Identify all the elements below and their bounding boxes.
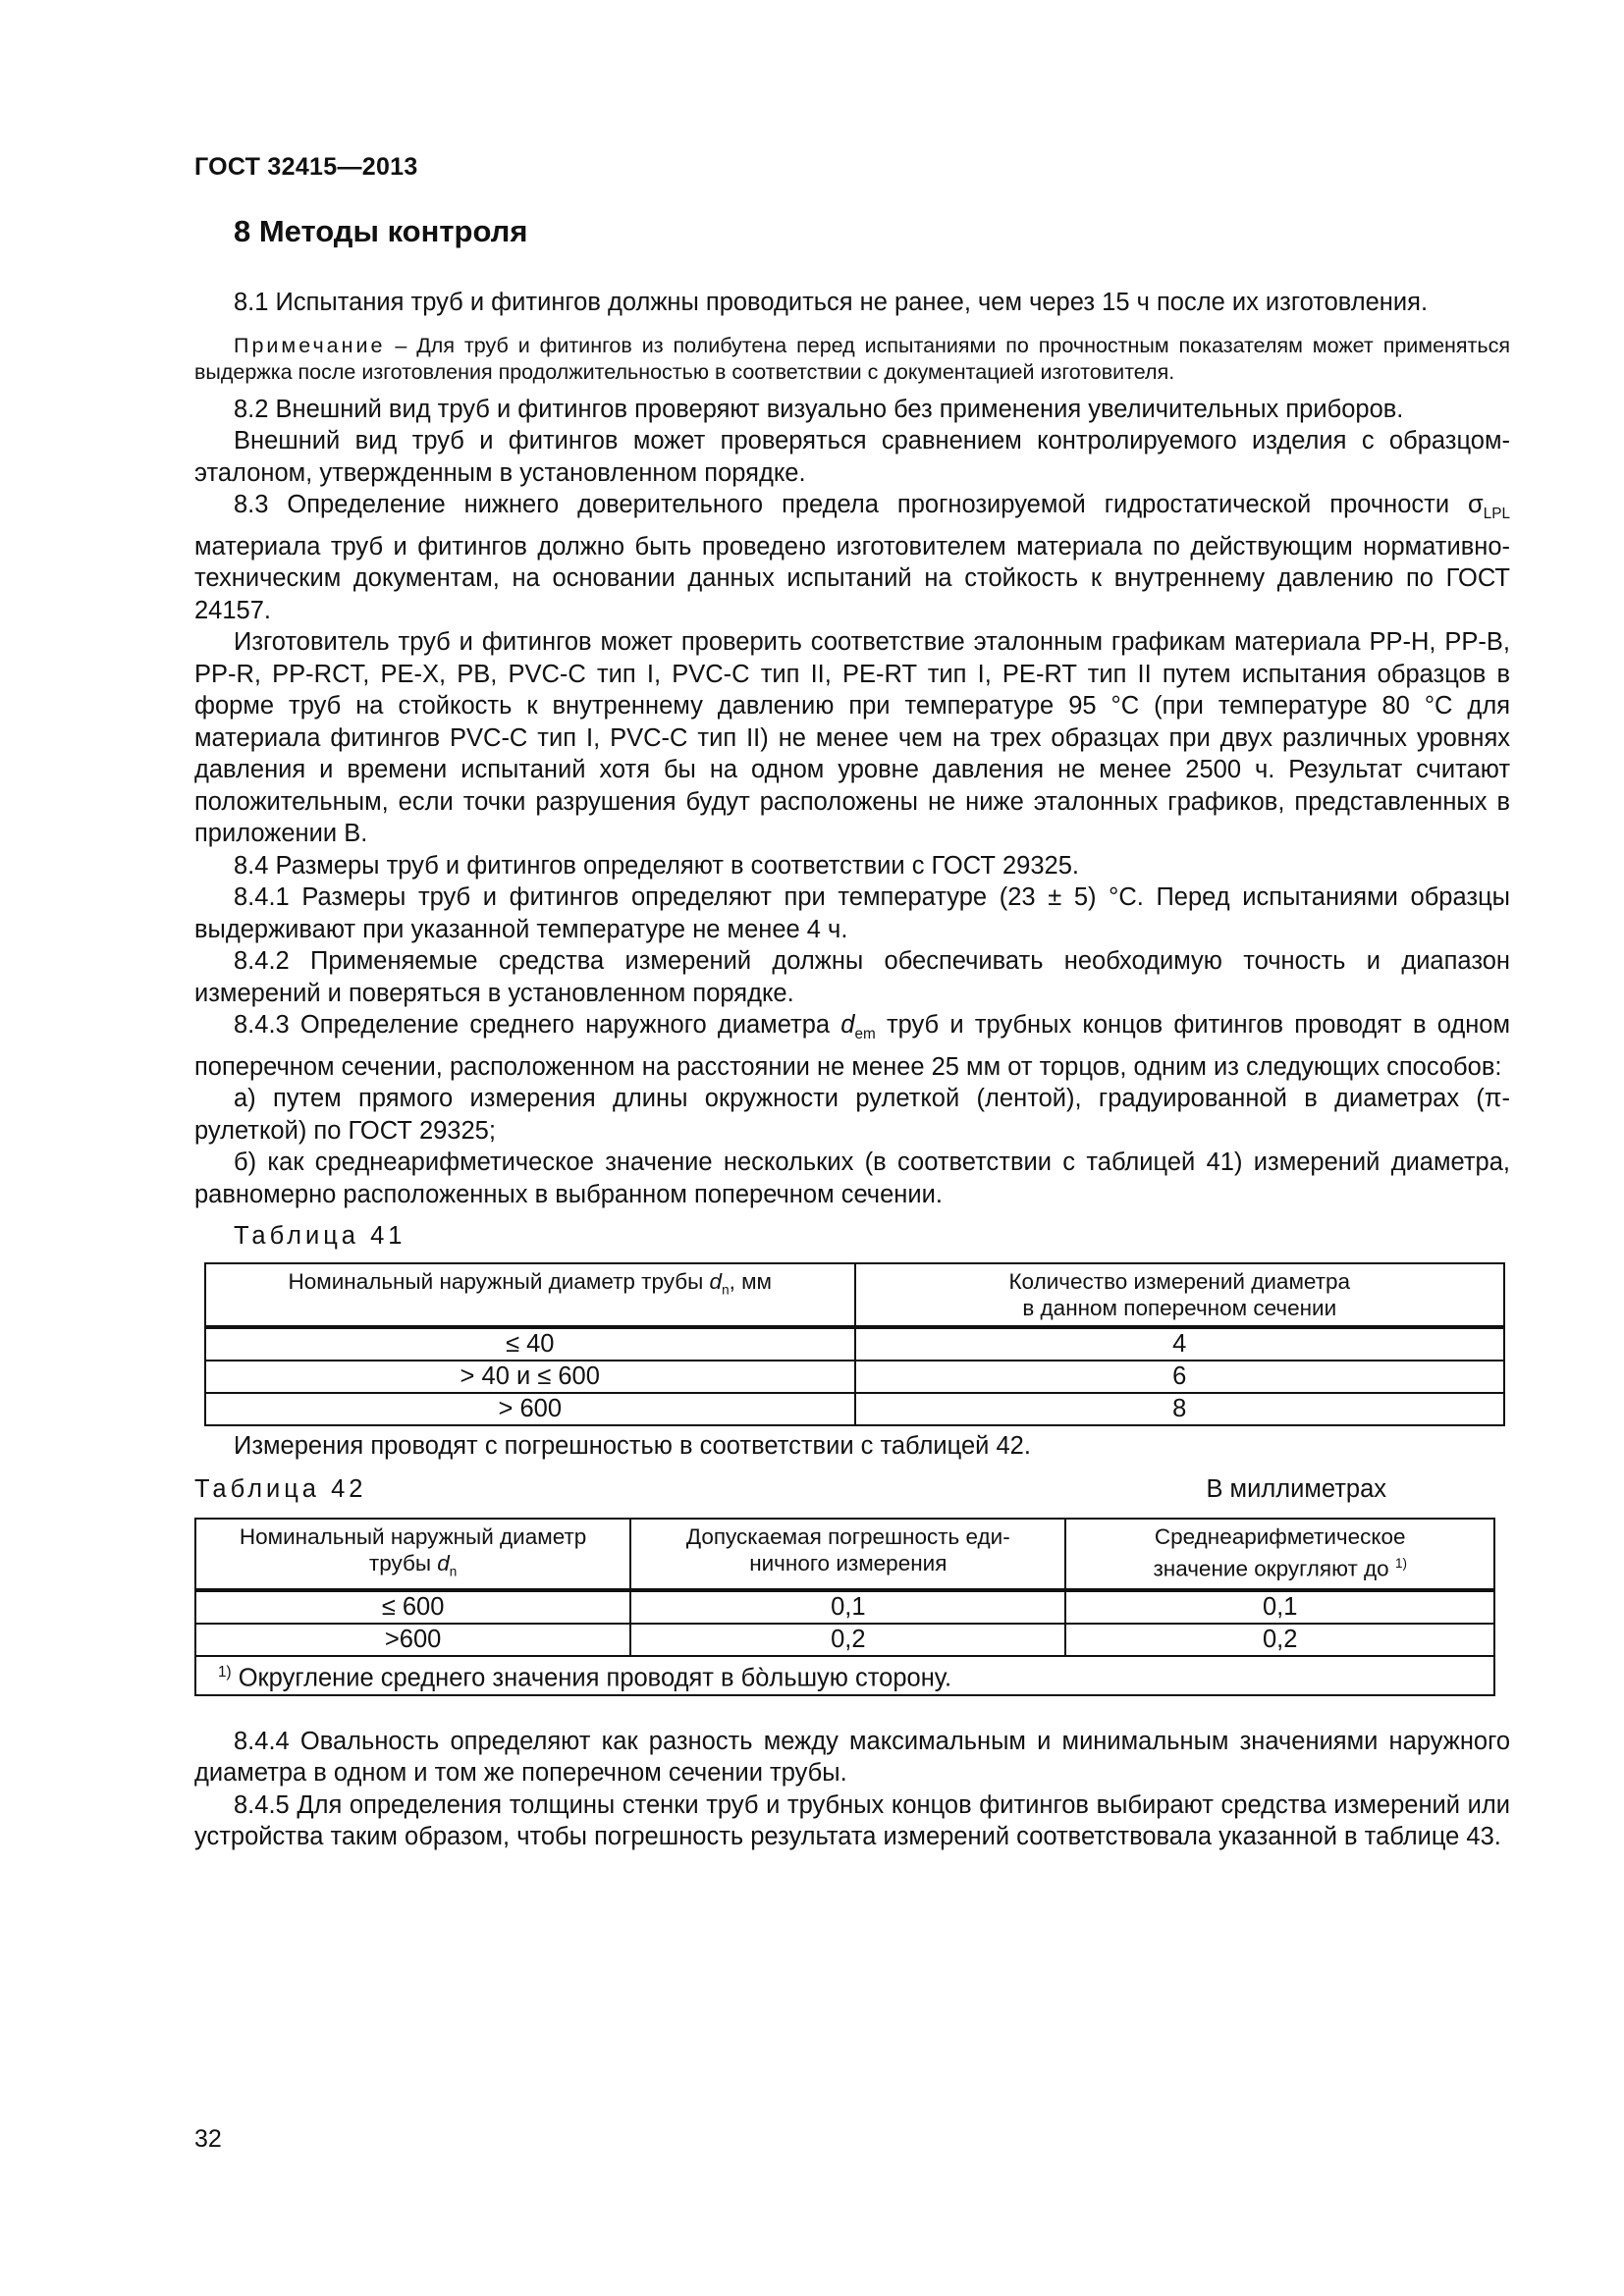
t42-h2-line1: Допускаемая погрешность еди-: [685, 1523, 1010, 1549]
p8-4-3-start: 8.4.3 Определение среднего наружного диаметра: [234, 1011, 841, 1040]
t42-h3-sup: 1): [1394, 1555, 1407, 1571]
t42-h1-var: d: [437, 1550, 450, 1575]
t41-cell-diam: ≤ 40: [205, 1327, 855, 1361]
paragraph-8-4-4: 8.4.4 Овальность определяют как разность между максимальным и минимальным значениями наружного диаметра в одном и том же поперечном сечении трубы.: [194, 1727, 1510, 1788]
list-item-a: а) путем прямого измерения длины окружности рулеткой (лентой), градуированной в диаметрах (π-рулеткой) по ГОСТ 29325;: [194, 1085, 1510, 1145]
t41-header-diameter: [205, 1263, 855, 1327]
paragraph-8-3: [194, 489, 1510, 626]
t41-cell-diam: > 600: [205, 1393, 855, 1425]
t42-header-diameter: [195, 1519, 630, 1591]
paragraph-8-4-3: [194, 1009, 1510, 1083]
t41-cell-count: 4: [855, 1327, 1505, 1361]
table-42-footnote-row: [195, 1656, 1494, 1695]
page-number: 32: [194, 2125, 222, 2153]
t42-cell-diam: >600: [195, 1624, 630, 1656]
paragraph-8-4-1: 8.4.1 Размеры труб и фитингов определяют при температуре (23 ± 5) °С. Перед испытаниями образцы выдерживают при указанной температуре не менее 4 ч.: [194, 883, 1510, 943]
t41-cell-diam: > 40 и ≤ 600: [205, 1361, 855, 1393]
table-41-caption: Таблица 41: [234, 1222, 406, 1251]
t42-h1-line1: Номинальный наружный диаметр: [239, 1523, 587, 1549]
table-42-caption-row: [194, 1473, 1510, 1506]
note: [194, 333, 1510, 386]
paragraph-8-4: 8.4 Размеры труб и фитингов определяют в соответствии с ГОСТ 29325.: [234, 851, 1079, 880]
t41-h2-line2: в данном поперечном сечении: [1022, 1295, 1337, 1320]
table-row: [205, 1327, 1504, 1361]
d-variable: d: [840, 1011, 855, 1040]
p8-3-end: материала труб и фитингов должно быть проведено изготовителем материала по действующим нормативно-техническим документам, на основании данных испытаний на стойкость к внутреннему давлению по ГОСТ 24157.: [194, 532, 1510, 624]
t42-h3-line2: значение округляют до: [1153, 1556, 1395, 1581]
table-42-header: [195, 1519, 1494, 1591]
t42-h2-line2: ничного измерения: [749, 1550, 947, 1575]
p8-3-start: 8.3 Определение нижнего доверительного предела прогнозируемой гидростатической прочности σ: [234, 491, 1484, 518]
t42-h1-sub: n: [449, 1564, 458, 1579]
t42-cell-round: 0,2: [1065, 1624, 1494, 1656]
d-subscript: em: [854, 1026, 876, 1043]
document-body: [194, 287, 1510, 1853]
table-row: [195, 1624, 1494, 1656]
sigma-subscript: LPL: [1483, 506, 1510, 523]
table-row: [205, 1361, 1504, 1393]
note-label: Примечание: [234, 333, 386, 357]
t41-h1-sub: n: [722, 1282, 730, 1298]
paragraph-8-2-appearance: Внешний вид труб и фитингов может проверяться сравнением контролируемого изделия с образцом-эталоном, утвержденным в установленном порядке.: [194, 427, 1510, 487]
document-id: ГОСТ 32415—2013: [194, 153, 418, 181]
table-41-header: [205, 1263, 1504, 1327]
table-row: [195, 1590, 1494, 1624]
note-text: – Для труб и фитингов из полибутена перед испытаниями по прочностным показателям может применяться выдержка после изготовления продолжительностью в соответствии с документацией изготовителя.: [194, 333, 1510, 384]
t42-h1-line2: трубы: [368, 1550, 438, 1575]
t42-cell-diam: ≤ 600: [195, 1590, 630, 1624]
t42-foot-text: Округление среднего значения проводят в бо̀льшую сторону.: [231, 1664, 952, 1692]
t41-h1-var: d: [709, 1268, 723, 1294]
t42-header-rounding: [1065, 1519, 1494, 1591]
t42-h3-line1: Среднеарифметическое: [1154, 1523, 1406, 1549]
t42-foot-sup: 1): [218, 1664, 232, 1682]
table-row: [205, 1393, 1504, 1425]
paragraph-8-1: 8.1 Испытания труб и фитингов должны проводиться не ранее, чем через 15 ч после их изготовления.: [234, 289, 1429, 316]
paragraph-8-3-manufacturer: Изготовитель труб и фитингов может проверить соответствие эталонным графикам материала PP-H, PP-B, PP-R, PP-RCT, PE-X, PB, PVC-C тип I, PVC-C тип II, PE-RT тип I, PE-RT тип II путем испытания образцов в форме труб на стойкость к внутреннему давлению при температуре 95 °С (при температуре 80 °С для материала фитингов PVC-C тип I, PVC-C тип II) не менее чем на трех образцах при двух различных уровнях давления и времени испытаний хотя бы на одном уровне давления не менее 2500 ч. Результат считают положительным, если точки разрушения будут расположены не ниже эталонных графиков, представленных в приложении В.: [194, 628, 1510, 848]
t42-cell-round: 0,1: [1065, 1590, 1494, 1624]
t42-header-error: [630, 1519, 1065, 1591]
section-title: 8 Методы контроля: [234, 214, 528, 248]
list-item-b: б) как среднеарифметическое значение нескольких (в соответствии с таблицей 41) измерений диаметра, равномерно расположенных в выбранном поперечном сечении.: [194, 1148, 1510, 1208]
t41-h2-line1: Количество измерений диаметра: [1008, 1268, 1351, 1294]
paragraph-8-4-5: 8.4.5 Для определения толщины стенки труб и трубных концов фитингов выбирают средства измерений или устройства таким образом, чтобы погрешность результата измерений соответствовала указанной в таблице 43.: [194, 1790, 1510, 1851]
t41-h1-text: Номинальный наружный диаметр трубы: [288, 1268, 710, 1294]
table-41: [204, 1262, 1505, 1426]
p8-4-3-end: труб и трубных концов фитингов проводят в одном поперечном сечении, расположенном на расстоянии не менее 25 мм от торцов, одним из следующих способов:: [194, 1011, 1510, 1081]
t42-cell-err: 0,2: [630, 1624, 1065, 1656]
paragraph-8-4-2: 8.4.2 Применяемые средства измерений должны обеспечивать необходимую точность и диапазон измерений и поверяться в установленном порядке.: [194, 947, 1510, 1007]
table-42: [194, 1518, 1495, 1696]
t42-cell-err: 0,1: [630, 1590, 1065, 1624]
t41-cell-count: 6: [855, 1361, 1505, 1393]
t42-footnote: [195, 1656, 1494, 1695]
paragraph-after-table-41: Измерения проводят с погрешностью в соответствии с таблицей 42.: [234, 1431, 1031, 1460]
t41-cell-count: 8: [855, 1393, 1505, 1425]
table-42-unit: В миллиметрах: [1206, 1475, 1386, 1504]
table-42-caption: Таблица 42: [194, 1475, 367, 1504]
t41-h1-unit: , мм: [729, 1268, 773, 1294]
paragraph-8-2: 8.2 Внешний вид труб и фитингов проверяют визуально без применения увеличительных приборов.: [234, 395, 1404, 423]
t41-header-count: [855, 1263, 1505, 1327]
